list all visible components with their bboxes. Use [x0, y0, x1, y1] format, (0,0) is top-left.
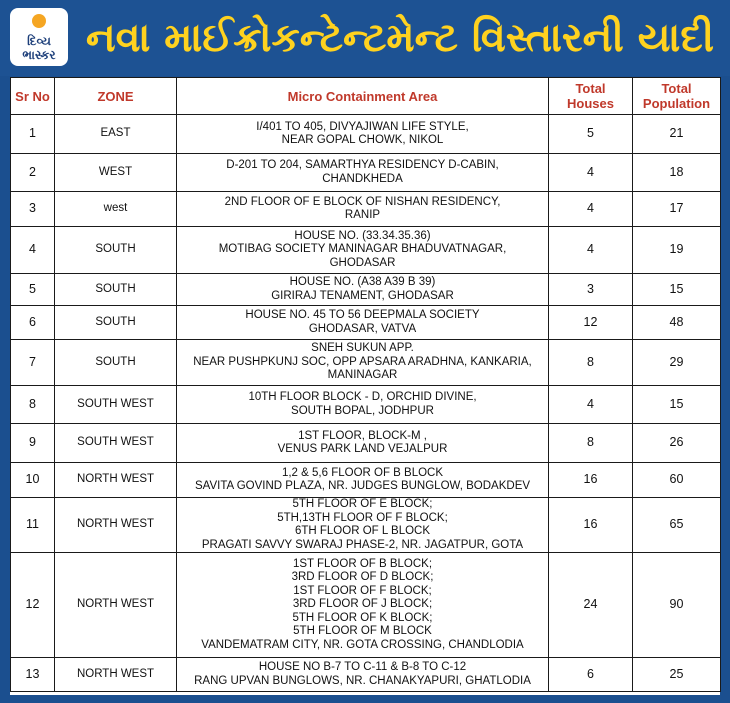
containment-table-sheet: [10, 77, 720, 695]
row-sr-no: 1: [11, 115, 55, 154]
row-area: HOUSE NO. 45 TO 56 DEEPMALA SOCIETY GHODASAR, VATVA: [177, 306, 549, 340]
row-zone: NORTH WEST: [55, 658, 177, 692]
row-total-houses: 16: [549, 498, 633, 553]
row-total-houses: 4: [549, 192, 633, 227]
divya-bhaskar-logo: [10, 8, 68, 66]
row-total-population: 25: [633, 658, 721, 692]
row-sr-no: 7: [11, 340, 55, 386]
row-total-population: 26: [633, 424, 721, 463]
table-row: [11, 463, 721, 498]
row-total-population: 19: [633, 227, 721, 274]
row-total-population: 90: [633, 553, 721, 658]
row-total-houses: 4: [549, 227, 633, 274]
row-area: 1ST FLOOR OF B BLOCK; 3RD FLOOR OF D BLOCK; 1ST FLOOR OF F BLOCK; 3RD FLOOR OF J BLOCK; 5TH FLOOR OF K BLOCK; 5TH FLOOR OF M BLOCK VANDEMATRAM CITY, NR. GOTA CROSSING, CHANDLODIA: [177, 553, 549, 658]
row-zone: WEST: [55, 154, 177, 192]
header-sr-no: Sr No: [11, 78, 55, 115]
containment-table: [10, 77, 721, 692]
row-total-population: 21: [633, 115, 721, 154]
row-total-houses: 24: [549, 553, 633, 658]
header-banner: [0, 0, 730, 76]
row-total-population: 65: [633, 498, 721, 553]
header-total-population: Total Population: [633, 78, 721, 115]
table-row: [11, 658, 721, 692]
table-row: [11, 498, 721, 553]
row-sr-no: 4: [11, 227, 55, 274]
header-zone: ZONE: [55, 78, 177, 115]
row-total-houses: 12: [549, 306, 633, 340]
row-zone: EAST: [55, 115, 177, 154]
row-area: 1,2 & 5,6 FLOOR OF B BLOCK SAVITA GOVIND PLAZA, NR. JUDGES BUNGLOW, BODAKDEV: [177, 463, 549, 498]
row-zone: SOUTH WEST: [55, 386, 177, 424]
row-sr-no: 8: [11, 386, 55, 424]
row-zone: NORTH WEST: [55, 463, 177, 498]
row-total-population: 18: [633, 154, 721, 192]
row-sr-no: 5: [11, 274, 55, 306]
row-total-houses: 3: [549, 274, 633, 306]
table-row: [11, 386, 721, 424]
row-total-population: 15: [633, 386, 721, 424]
logo-text: દિવ્ય ભાસ્કર: [22, 34, 56, 62]
row-area: HOUSE NO. (A38 A39 B 39) GIRIRAJ TENAMENT, GHODASAR: [177, 274, 549, 306]
row-area: D-201 TO 204, SAMARTHYA RESIDENCY D-CABIN, CHANDKHEDA: [177, 154, 549, 192]
row-total-houses: 4: [549, 154, 633, 192]
table-row: [11, 306, 721, 340]
sun-icon: [32, 14, 46, 28]
row-total-houses: 5: [549, 115, 633, 154]
row-zone: SOUTH: [55, 274, 177, 306]
row-total-population: 60: [633, 463, 721, 498]
row-zone: west: [55, 192, 177, 227]
row-sr-no: 9: [11, 424, 55, 463]
table-row: [11, 192, 721, 227]
row-total-population: 48: [633, 306, 721, 340]
row-zone: SOUTH: [55, 340, 177, 386]
row-area: 1ST FLOOR, BLOCK-M , VENUS PARK LAND VEJALPUR: [177, 424, 549, 463]
row-zone: SOUTH: [55, 227, 177, 274]
header-total-houses: Total Houses: [549, 78, 633, 115]
row-area: 10TH FLOOR BLOCK - D, ORCHID DIVINE, SOUTH BOPAL, JODHPUR: [177, 386, 549, 424]
row-total-population: 15: [633, 274, 721, 306]
row-zone: SOUTH WEST: [55, 424, 177, 463]
row-sr-no: 13: [11, 658, 55, 692]
row-total-houses: 8: [549, 340, 633, 386]
table-row: [11, 154, 721, 192]
row-sr-no: 3: [11, 192, 55, 227]
row-area: SNEH SUKUN APP. NEAR PUSHPKUNJ SOC, OPP APSARA ARADHNA, KANKARIA, MANINAGAR: [177, 340, 549, 386]
row-zone: NORTH WEST: [55, 498, 177, 553]
table-header-row: [11, 78, 721, 115]
row-sr-no: 2: [11, 154, 55, 192]
row-sr-no: 12: [11, 553, 55, 658]
row-zone: SOUTH: [55, 306, 177, 340]
row-sr-no: 10: [11, 463, 55, 498]
table-row: [11, 340, 721, 386]
table-row: [11, 553, 721, 658]
row-total-houses: 6: [549, 658, 633, 692]
row-area: HOUSE NO. (33.34.35.36) MOTIBAG SOCIETY MANINAGAR BHADUVATNAGAR, GHODASAR: [177, 227, 549, 274]
row-area: HOUSE NO B-7 TO C-11 & B-8 TO C-12 RANG UPVAN BUNGLOWS, NR. CHANAKYAPURI, GHATLODIA: [177, 658, 549, 692]
page-title: નવા માઈક્રોકન્ટેન્ટમેન્ટ વિસ્તારની યાદી: [85, 15, 715, 61]
table-row: [11, 227, 721, 274]
row-total-population: 17: [633, 192, 721, 227]
row-area: 5TH FLOOR OF E BLOCK; 5TH,13TH FLOOR OF F BLOCK; 6TH FLOOR OF L BLOCK PRAGATI SAVVY SWARAJ PHASE-2, NR. JAGATPUR, GOTA: [177, 498, 549, 553]
header-area: Micro Containment Area: [177, 78, 549, 115]
row-total-houses: 4: [549, 386, 633, 424]
row-sr-no: 11: [11, 498, 55, 553]
row-total-houses: 8: [549, 424, 633, 463]
row-total-houses: 16: [549, 463, 633, 498]
row-total-population: 29: [633, 340, 721, 386]
row-sr-no: 6: [11, 306, 55, 340]
table-row: [11, 274, 721, 306]
row-area: I/401 TO 405, DIVYAJIWAN LIFE STYLE, NEAR GOPAL CHOWK, NIKOL: [177, 115, 549, 154]
row-zone: NORTH WEST: [55, 553, 177, 658]
table-row: [11, 424, 721, 463]
row-area: 2ND FLOOR OF E BLOCK OF NISHAN RESIDENCY, RANIP: [177, 192, 549, 227]
table-row: [11, 115, 721, 154]
